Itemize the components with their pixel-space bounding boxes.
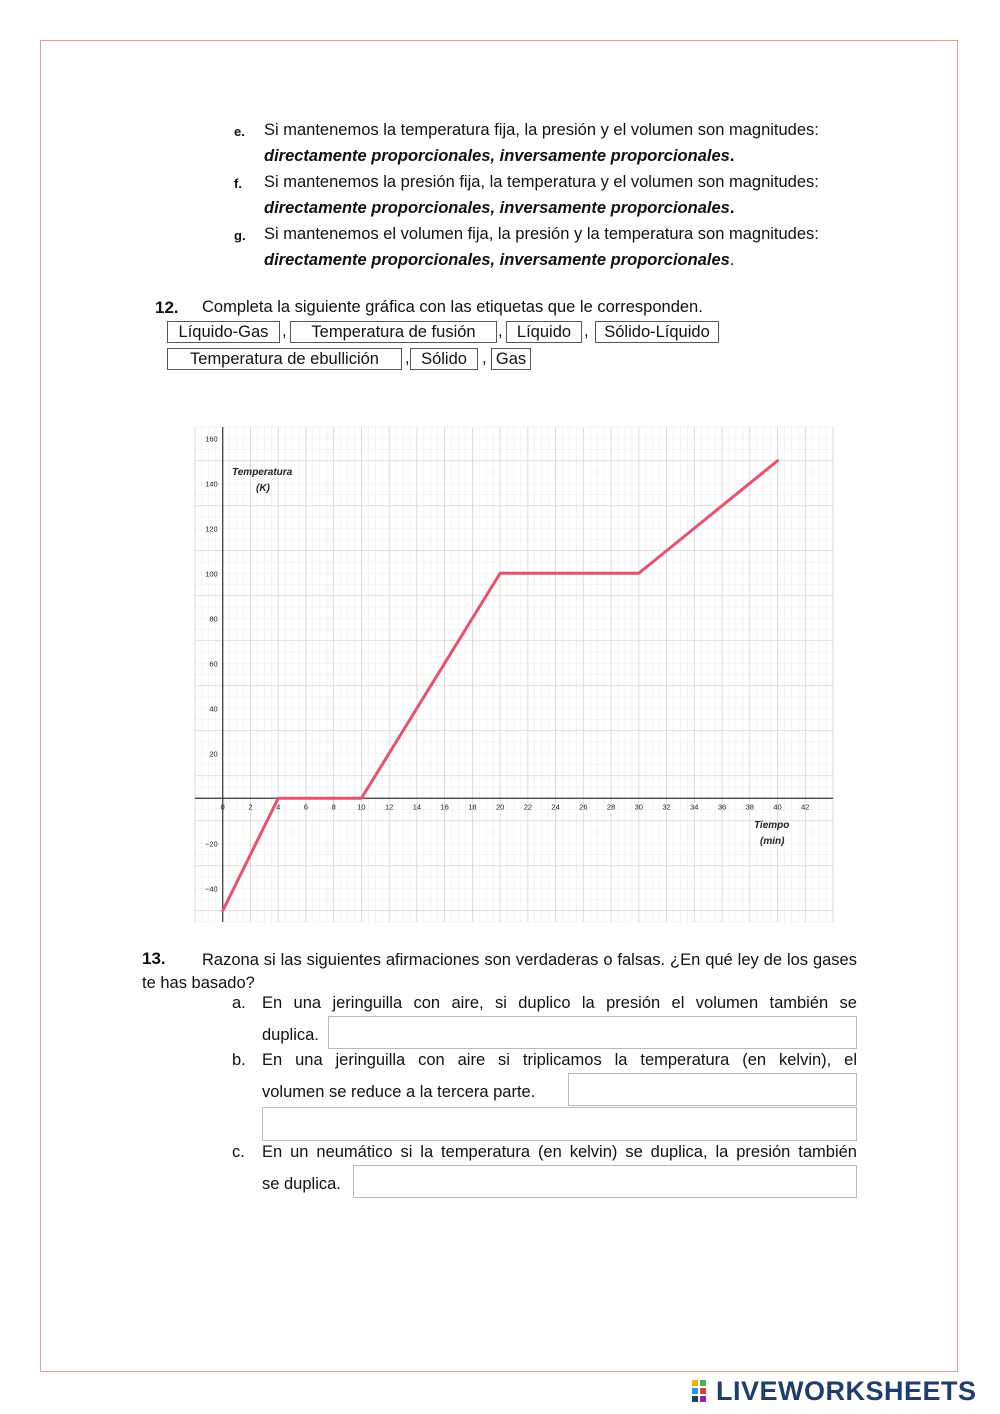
- heating-curve-chart: [190, 425, 838, 927]
- label-chip-temperatura-fusion[interactable]: Temperatura de fusión: [290, 321, 497, 343]
- x-tick-label: 22: [523, 802, 533, 812]
- answer-box-b-2[interactable]: [262, 1107, 857, 1141]
- x-tick-label: 28: [606, 802, 616, 812]
- item-letter: f.: [234, 176, 242, 191]
- x-tick-label: 10: [357, 802, 366, 812]
- x-tick-label: 38: [745, 802, 754, 812]
- q12-number: 12.: [155, 298, 179, 317]
- y-tick-label: −40: [205, 884, 218, 894]
- x-tick-label: 4: [276, 802, 281, 812]
- y-tick-label: 40: [209, 704, 218, 714]
- item-text: En una jeringuilla con aire si triplicamos la temperatura (en kelvin), el: [262, 1051, 857, 1069]
- label-chip-gas[interactable]: Gas: [491, 348, 531, 370]
- label-chip-temperatura-ebullicion[interactable]: Temperatura de ebullición: [167, 348, 402, 370]
- answer-box-c[interactable]: [353, 1165, 857, 1198]
- item-end: .: [729, 251, 735, 269]
- y-tick-label: 60: [209, 659, 218, 669]
- item-text-cont: duplica.: [262, 1026, 319, 1044]
- y-tick-label: 20: [209, 749, 218, 759]
- answer-box-b-1[interactable]: [568, 1073, 857, 1106]
- answer-box-a[interactable]: [328, 1016, 857, 1049]
- x-tick-label: 2: [248, 802, 253, 812]
- separator: ,: [584, 322, 589, 340]
- item-text: Si mantenemos la temperatura fija, la presión y el volumen son magnitudes:: [264, 121, 819, 139]
- label-chip-liquido[interactable]: Líquido: [506, 321, 582, 343]
- item-options-line: [264, 199, 734, 218]
- x-tick-label: 40: [773, 802, 782, 812]
- y-axis-label: Temperatura: [232, 467, 293, 478]
- item-letter: c.: [232, 1143, 245, 1161]
- q12-prompt: Completa la siguiente gráfica con las etiquetas que le corresponden.: [202, 298, 703, 316]
- item-options[interactable]: directamente proporcionales, inversamente proporcionales: [264, 251, 730, 269]
- x-tick-label: 24: [551, 802, 560, 812]
- y-tick-label: 100: [205, 569, 218, 579]
- x-tick-label: 12: [385, 802, 394, 812]
- liveworksheets-logo-icon: [692, 1380, 714, 1402]
- item-letter: a.: [232, 994, 246, 1012]
- item-options-line: [264, 251, 734, 270]
- q13-number: 13.: [142, 949, 166, 968]
- x-tick-label: 20: [495, 802, 505, 812]
- y-tick-label: 120: [205, 524, 218, 534]
- item-options[interactable]: directamente proporcionales, inversamente proporcionales: [264, 199, 730, 217]
- item-end: .: [729, 199, 735, 217]
- x-tick-label: 14: [412, 802, 422, 812]
- x-tick-label: 30: [634, 802, 643, 812]
- x-tick-label: 36: [717, 802, 727, 812]
- x-tick-label: 26: [579, 802, 588, 812]
- item-options-line: [264, 147, 734, 166]
- item-text: Si mantenemos el volumen fija, la presión y la temperatura son magnitudes:: [264, 225, 819, 243]
- item-letter: e.: [234, 124, 245, 139]
- x-tick-label: 6: [303, 802, 309, 812]
- x-axis-unit: (min): [760, 836, 785, 847]
- x-tick-label: 0: [220, 802, 225, 812]
- x-tick-label: 34: [690, 802, 699, 812]
- item-text-cont: se duplica.: [262, 1175, 341, 1193]
- q13-prompt: Razona si las siguientes afirmaciones son verdaderas o falsas. ¿En qué ley de los gases te has basado?: [142, 951, 857, 992]
- x-tick-label: 32: [662, 802, 671, 812]
- separator: ,: [482, 349, 487, 367]
- x-tick-label: 18: [468, 802, 477, 812]
- x-tick-label: 8: [331, 802, 336, 812]
- item-text: En un neumático si la temperatura (en kelvin) se duplica, la presión también: [262, 1143, 857, 1161]
- separator: ,: [282, 322, 287, 340]
- x-axis-label: Tiempo: [754, 820, 790, 831]
- label-chip-liquido-gas[interactable]: Líquido-Gas: [167, 321, 280, 343]
- x-tick-label: 16: [440, 802, 449, 812]
- item-letter: g.: [234, 228, 246, 243]
- x-tick-label: 42: [801, 802, 810, 812]
- y-axis-unit: (K): [256, 483, 270, 494]
- label-chip-solido[interactable]: Sólido: [410, 348, 478, 370]
- liveworksheets-brand[interactable]: LIVEWORKSHEETS: [716, 1376, 977, 1406]
- item-text: Si mantenemos la presión fija, la temperatura y el volumen son magnitudes:: [264, 173, 819, 191]
- separator: ,: [405, 349, 410, 367]
- separator: ,: [498, 322, 503, 340]
- item-end: .: [729, 147, 735, 165]
- item-letter: b.: [232, 1051, 246, 1069]
- label-chip-solido-liquido[interactable]: Sólido-Líquido: [595, 321, 719, 343]
- y-tick-label: 140: [205, 479, 218, 489]
- item-text: En una jeringuilla con aire, si duplico la presión el volumen también se: [262, 994, 857, 1012]
- y-tick-label: 80: [209, 614, 218, 624]
- y-tick-label: −20: [205, 839, 218, 849]
- y-tick-label: 160: [205, 434, 218, 444]
- item-options[interactable]: directamente proporcionales, inversamente proporcionales: [264, 147, 730, 165]
- item-text-cont: volumen se reduce a la tercera parte.: [262, 1083, 536, 1101]
